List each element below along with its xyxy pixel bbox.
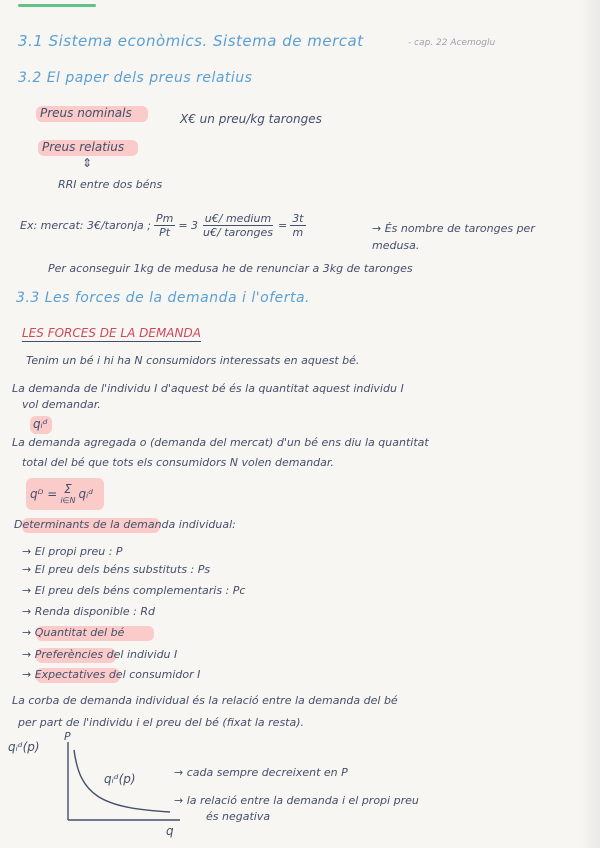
determinant-item: → El preu dels béns substituts : Ps [22,563,211,576]
top-highlight-line [18,4,96,7]
demand-forces-heading: LES FORCES DE LA DEMANDA [22,326,201,340]
fraction-2-numerator: u€/ medium [204,212,272,225]
p-axis-label: P [64,730,71,743]
q-axis-label: q [166,824,174,838]
graph-curve-label: qᵢᵈ(p) [104,772,136,786]
demand-curve-text-1: La corba de demanda individual és la relació entre la demanda del bé [12,694,398,707]
example-prefix: Ex: mercat: 3€/taronja ; [20,219,151,232]
rri-text: RRI entre dos béns [58,178,163,191]
graph-note-2: → la relació entre la demanda i el propi preu [174,794,419,807]
formula-sum [60,482,75,505]
aggregate-formula [30,482,93,505]
fraction-3-denominator: m [292,226,304,239]
fraction-1-denominator: Pt [159,226,171,239]
section-31-title: 3.1 Sistema econòmics. Sistema de mercat [18,32,364,50]
equals-sign: = [277,219,288,232]
bullet-aggregate-demand-1: La demanda agregada o (demanda del mercat) d'un bé ens diu la quantitat [12,436,429,449]
sum-subscript: i∈N [60,496,76,505]
price-ratio-equation [20,212,309,239]
determinant-item: → Renda disponible : Rd [22,605,155,618]
fraction-2-denominator: u€/ taronges [203,226,273,239]
preus-relatius-label: Preus relatius [42,140,125,154]
formula-left: qᴰ = [30,486,58,501]
bullet-individual-demand-2: vol demandar. [22,398,101,411]
ratio-result: → És nombre de taronges per medusa. [372,222,535,252]
section-32-title: 3.2 El paper dels preus relatius [18,70,253,86]
determinant-item: → El preu dels béns complementaris : Pc [22,584,246,597]
equals-three: = 3 [178,219,199,232]
determinants-label: Determinants de la demanda individual: [14,518,236,531]
ratio-fraction-2 [201,212,275,239]
fraction-1-numerator: Pm [155,212,174,225]
preus-nominals-label: Preus nominals [40,106,132,120]
bullet-aggregate-demand-2: total del bé que tots els consumidors N volen demandar. [22,456,334,469]
ratio-fraction-1 [154,212,175,239]
graph-note-3: és negativa [206,810,271,823]
demand-curve-text-2: per part de l'individu i el preu del bé (fixat la resta). [18,716,305,729]
determinant-item: → Expectatives del consumidor I [22,668,201,681]
determinant-item: → Preferències del individu I [22,648,178,661]
sum-symbol: Σ [64,482,72,496]
ratio-fraction-3 [290,212,305,239]
graph-function-label: qᵢᵈ(p) [8,740,40,754]
determinant-item: → Quantitat del bé [22,626,125,639]
fraction-3-numerator: 3t [292,212,304,225]
preus-nominals-note: X€ un preu/kg taronges [180,112,322,126]
page-edge-shadow [578,0,600,848]
qid-symbol: qᵢᵈ [33,417,48,431]
determinant-item: → El propi preu : P [22,545,123,558]
section-33-title: 3.3 Les forces de la demanda i l'oferta. [16,290,311,306]
renounce-note: Per aconseguir 1kg de medusa he de renunciar a 3kg de taronges [48,262,413,275]
graph-note-1: → cada sempre decreixent en P [174,766,348,779]
intro-text: Tenim un bé i hi ha N consumidors interessats en aquest bé. [26,354,360,367]
chapter-reference: - cap. 22 Acemoglu [408,38,496,48]
equivalence-arrow: ⇕ [82,156,93,170]
bullet-individual-demand-1: La demanda de l'individu I d'aquest bé és la quantitat aquest individu I [12,382,404,395]
formula-right: qᵢᵈ [78,486,94,501]
